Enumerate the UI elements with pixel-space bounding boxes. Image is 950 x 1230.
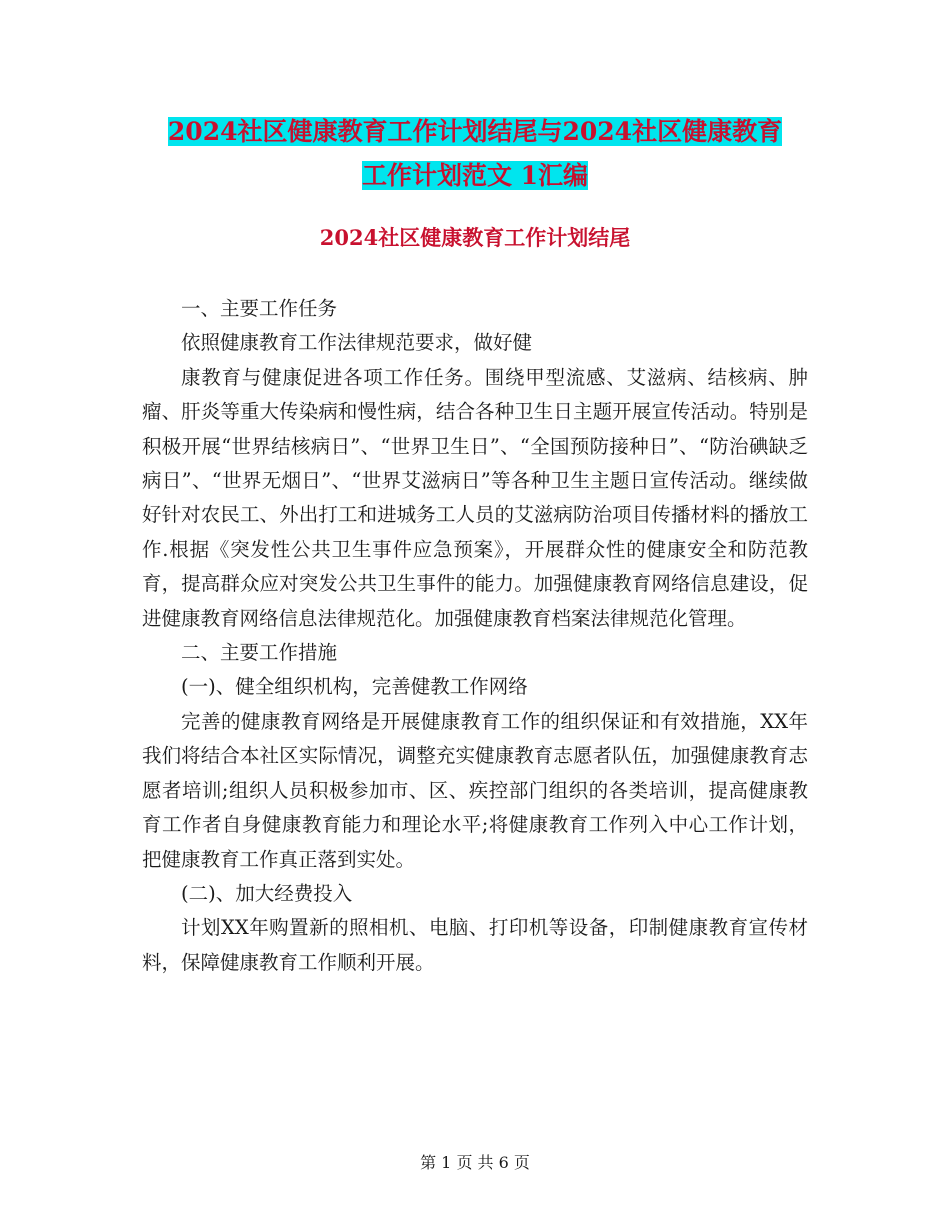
heading-main-tasks: 一、主要工作任务 [181,297,338,320]
section-title: 2024社区健康教育工作计划结尾 [319,225,631,250]
title-line-1: 2024社区健康教育工作计划结尾与2024社区健康教育 [167,117,783,146]
footer-suffix: 页 [513,1153,530,1172]
document-title [140,110,810,198]
heading-main-measures: 二、主要工作措施 [181,641,338,665]
paragraph: 康教育与健康促进各项工作任务。围绕甲型流感、艾滋病、结核病、肿瘤、肝炎等重大传染病和慢性病，结合各种卫生日主题开展宣传活动。特别是积极开展“世界结核病日”、“世界卫生日”、“全国预防接种日”、“防治碘缺乏病日”、“世界无烟日”、“世界艾滋病日”等各种卫生主题日宣传活动。继续做好针对农民工、外出打工和进城务工人员的艾滋病防治项目传播材料的播放工作.根据《突发性公共卫生事件应急预案》，开展群众性的健康安全和防范教育，提高群众应对突发公共卫生事件的能力。加强健康教育网络信息建设，促进健康教育网络信息法律规范化。加强健康教育档案法律规范化管理。 [142,365,808,630]
document-body [142,292,808,980]
title-line-2: 工作计划范文 1汇编 [361,161,589,190]
footer-total-pages: 6 [498,1153,509,1172]
subheading-organization: (一)、健全组织机构，完善健教工作网络 [181,675,528,699]
paragraph: 依照健康教育工作法律规范要求，做好健 [181,331,533,355]
paragraph: 计划XX年购置新的照相机、电脑、打印机等设备，印制健康教育宣传材料，保障健康教育工作顺利开展。 [142,916,808,974]
footer-middle: 页 共 [456,1153,494,1172]
page-footer [0,1151,950,1175]
footer-page-number: 1 [441,1153,452,1172]
paragraph: 完善的健康教育网络是开展健康教育工作的组织保证和有效措施，XX年我们将结合本社区实际情况，调整充实健康教育志愿者队伍，加强健康教育志愿者培训;组织人员积极参加市、区、疾控部门组织的各类培训，提高健康教育工作者自身健康教育能力和理论水平;将健康教育工作列入中心工作计划，把健康教育工作真正落到实处。 [142,709,808,871]
footer-prefix: 第 [420,1153,437,1172]
subheading-funding: (二)、加大经费投入 [181,881,353,905]
